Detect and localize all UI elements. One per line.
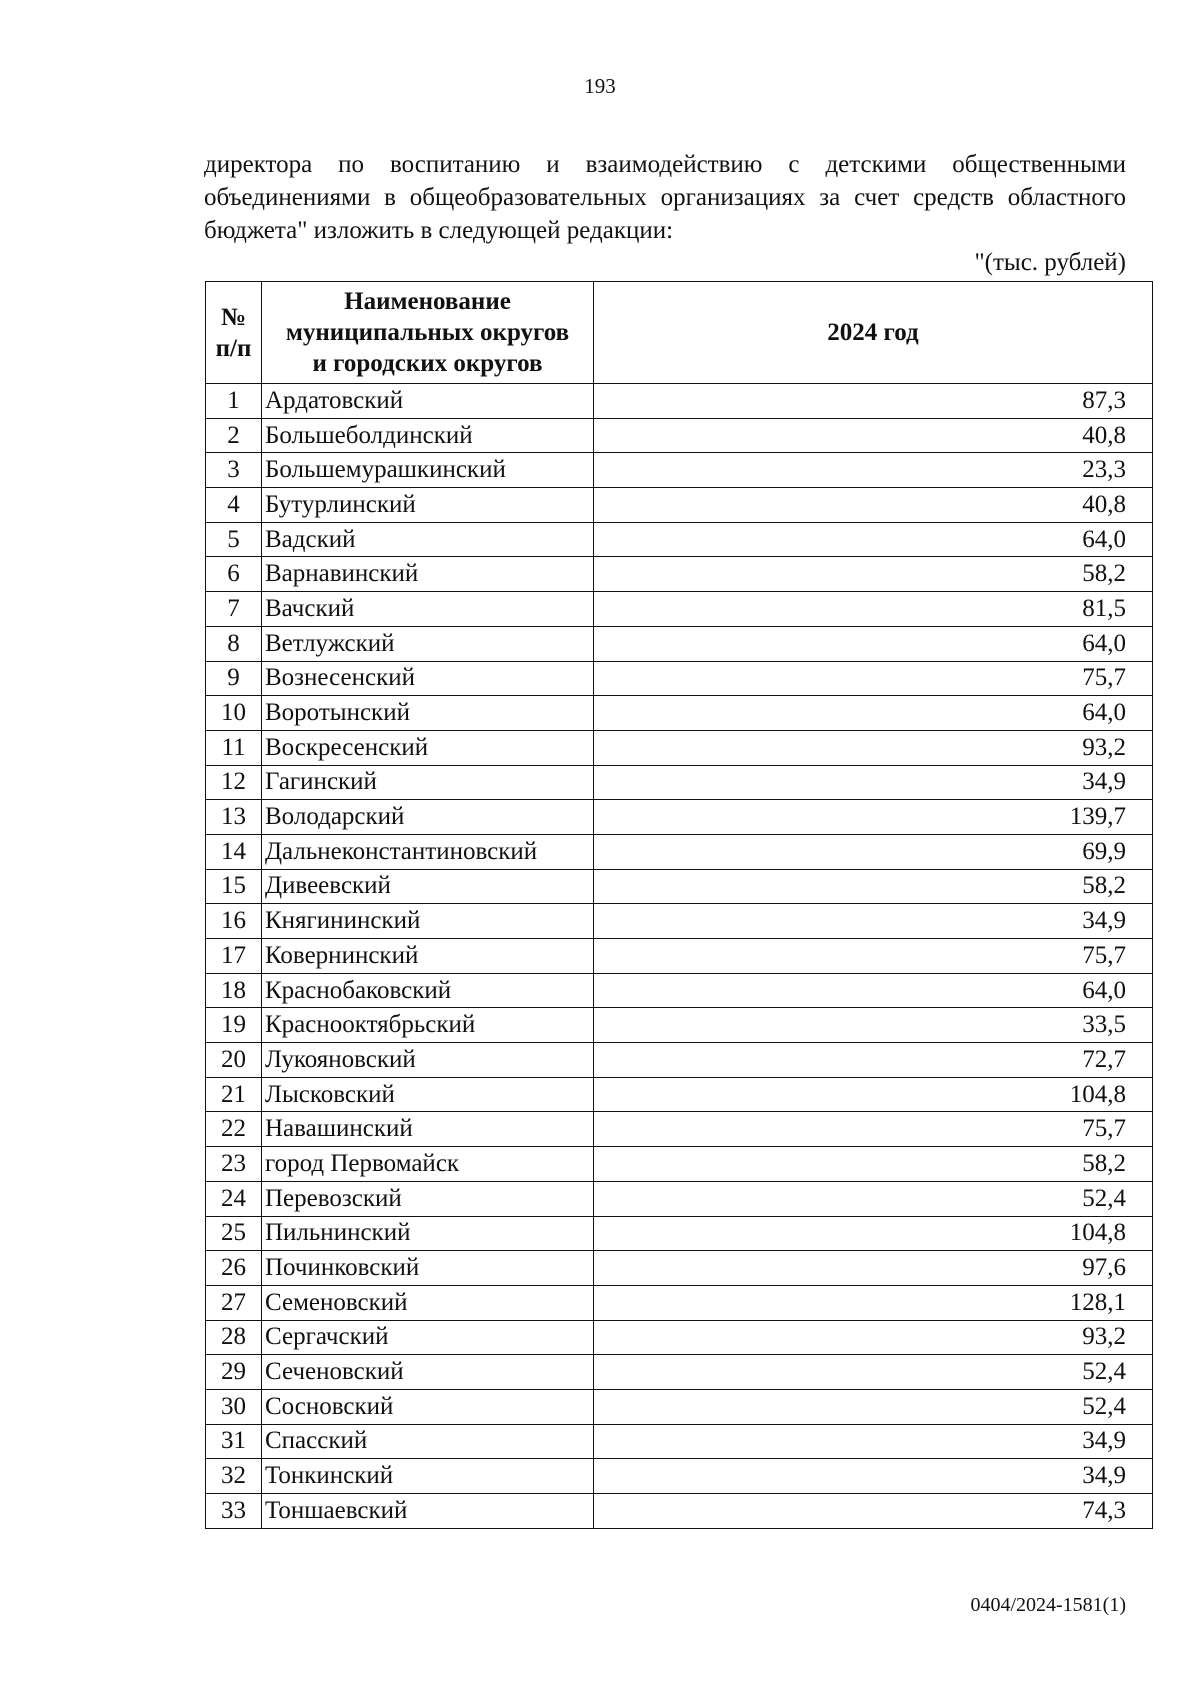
row-name: Вознесенский (262, 661, 594, 696)
row-value: 34,9 (594, 904, 1153, 939)
table-row (206, 973, 1153, 1008)
row-name: Вачский (262, 592, 594, 627)
row-value: 139,7 (594, 800, 1153, 835)
row-value: 72,7 (594, 1043, 1153, 1078)
document-code: 0404/2024-1581(1) (970, 1594, 1126, 1616)
row-name: Спасский (262, 1424, 594, 1459)
row-value: 75,7 (594, 661, 1153, 696)
table-row (206, 418, 1153, 453)
row-number: 7 (206, 592, 262, 627)
row-name: Тонкинский (262, 1459, 594, 1494)
table-row (206, 869, 1153, 904)
table-row (206, 1389, 1153, 1424)
table-row (206, 1494, 1153, 1529)
row-value: 23,3 (594, 453, 1153, 488)
row-value: 58,2 (594, 557, 1153, 592)
row-number: 22 (206, 1112, 262, 1147)
row-name: Большеболдинский (262, 418, 594, 453)
row-value: 64,0 (594, 522, 1153, 557)
row-name: Княгининский (262, 904, 594, 939)
table-header-row (206, 282, 1153, 384)
row-name: Лукояновский (262, 1043, 594, 1078)
table-row (206, 1285, 1153, 1320)
row-name: Сосновский (262, 1389, 594, 1424)
row-number: 26 (206, 1251, 262, 1286)
table-row (206, 488, 1153, 523)
table-row (206, 522, 1153, 557)
row-value: 64,0 (594, 973, 1153, 1008)
row-number: 23 (206, 1147, 262, 1182)
row-value: 74,3 (594, 1494, 1153, 1529)
row-value: 34,9 (594, 765, 1153, 800)
row-value: 93,2 (594, 1320, 1153, 1355)
row-name: Краснобаковский (262, 973, 594, 1008)
table-row (206, 1355, 1153, 1390)
row-value: 128,1 (594, 1285, 1153, 1320)
row-number: 4 (206, 488, 262, 523)
row-name: Гагинский (262, 765, 594, 800)
row-number: 29 (206, 1355, 262, 1390)
row-number: 10 (206, 696, 262, 731)
row-name: Дивеевский (262, 869, 594, 904)
row-number: 11 (206, 730, 262, 765)
row-number: 8 (206, 626, 262, 661)
row-number: 9 (206, 661, 262, 696)
table-row (206, 1181, 1153, 1216)
page-number: 193 (584, 74, 616, 98)
table-row (206, 557, 1153, 592)
table-row (206, 453, 1153, 488)
row-number: 31 (206, 1424, 262, 1459)
row-name: Семеновский (262, 1285, 594, 1320)
table-row (206, 1008, 1153, 1043)
row-value: 34,9 (594, 1424, 1153, 1459)
row-number: 13 (206, 800, 262, 835)
row-number: 5 (206, 522, 262, 557)
table-row (206, 834, 1153, 869)
header-number (206, 282, 262, 384)
row-number: 28 (206, 1320, 262, 1355)
row-number: 12 (206, 765, 262, 800)
row-value: 104,8 (594, 1216, 1153, 1251)
row-name: Володарский (262, 800, 594, 835)
table-row (206, 939, 1153, 974)
table-row (206, 1147, 1153, 1182)
row-number: 6 (206, 557, 262, 592)
row-name: Дальнеконстантиновский (262, 834, 594, 869)
row-number: 18 (206, 973, 262, 1008)
row-value: 58,2 (594, 1147, 1153, 1182)
header-year: 2024 год (594, 282, 1153, 384)
row-value: 58,2 (594, 869, 1153, 904)
row-value: 69,9 (594, 834, 1153, 869)
table-row (206, 1424, 1153, 1459)
table-row (206, 1112, 1153, 1147)
row-name: Лысковский (262, 1077, 594, 1112)
row-name: Сеченовский (262, 1355, 594, 1390)
table-row (206, 765, 1153, 800)
row-value: 40,8 (594, 418, 1153, 453)
row-number: 32 (206, 1459, 262, 1494)
row-number: 15 (206, 869, 262, 904)
row-number: 30 (206, 1389, 262, 1424)
table-row (206, 696, 1153, 731)
row-value: 64,0 (594, 696, 1153, 731)
row-name: Ковернинский (262, 939, 594, 974)
row-name: Варнавинский (262, 557, 594, 592)
row-name: Воротынский (262, 696, 594, 731)
row-name: Тоншаевский (262, 1494, 594, 1529)
row-number: 14 (206, 834, 262, 869)
row-value: 75,7 (594, 1112, 1153, 1147)
row-value: 52,4 (594, 1181, 1153, 1216)
table-body (206, 384, 1153, 1529)
table-row (206, 626, 1153, 661)
table-row (206, 661, 1153, 696)
table-row (206, 904, 1153, 939)
table-row (206, 1459, 1153, 1494)
row-number: 2 (206, 418, 262, 453)
row-number: 3 (206, 453, 262, 488)
allocation-table (205, 281, 1153, 1529)
row-name: Перевозский (262, 1181, 594, 1216)
row-name: Большемурашкинский (262, 453, 594, 488)
row-value: 87,3 (594, 384, 1153, 419)
units-label: "(тыс. рублей) (974, 249, 1126, 276)
row-name: Ветлужский (262, 626, 594, 661)
row-value: 64,0 (594, 626, 1153, 661)
row-number: 21 (206, 1077, 262, 1112)
row-number: 17 (206, 939, 262, 974)
row-name: Навашинский (262, 1112, 594, 1147)
header-name-line2: муниципальных округов (285, 319, 570, 346)
table-row (206, 730, 1153, 765)
row-number: 24 (206, 1181, 262, 1216)
row-value: 40,8 (594, 488, 1153, 523)
row-name: Пильнинский (262, 1216, 594, 1251)
row-number: 1 (206, 384, 262, 419)
row-value: 97,6 (594, 1251, 1153, 1286)
table-row (206, 592, 1153, 627)
header-name-line3: и городских округов (312, 350, 543, 377)
row-number: 20 (206, 1043, 262, 1078)
row-value: 52,4 (594, 1355, 1153, 1390)
table-row (206, 1043, 1153, 1078)
row-value: 52,4 (594, 1389, 1153, 1424)
row-value: 104,8 (594, 1077, 1153, 1112)
row-value: 34,9 (594, 1459, 1153, 1494)
table-row (206, 1320, 1153, 1355)
header-name-line1: Наименование (344, 288, 511, 315)
header-number-line1: № (220, 303, 247, 331)
table-row (206, 384, 1153, 419)
row-value: 33,5 (594, 1008, 1153, 1043)
table-row (206, 1077, 1153, 1112)
row-name: Ардатовский (262, 384, 594, 419)
table-row (206, 800, 1153, 835)
row-number: 19 (206, 1008, 262, 1043)
row-name: Воскресенский (262, 730, 594, 765)
row-value: 93,2 (594, 730, 1153, 765)
row-name: Вадский (262, 522, 594, 557)
row-number: 33 (206, 1494, 262, 1529)
row-name: Сергачский (262, 1320, 594, 1355)
intro-paragraph: директора по воспитанию и взаимодействию с детскими общественными объединениями в общеобразовательных организациях за счет средств областного бюджета" изложить в следующей редакции: (204, 151, 1126, 244)
row-value: 81,5 (594, 592, 1153, 627)
header-name (262, 282, 594, 384)
row-name: Бутурлинский (262, 488, 594, 523)
header-number-line2: п/п (215, 334, 252, 362)
row-number: 16 (206, 904, 262, 939)
row-number: 27 (206, 1285, 262, 1320)
row-name: город Первомайск (262, 1147, 594, 1182)
table-row (206, 1216, 1153, 1251)
table-row (206, 1251, 1153, 1286)
row-name: Краснооктябрьский (262, 1008, 594, 1043)
row-name: Починковский (262, 1251, 594, 1286)
row-value: 75,7 (594, 939, 1153, 974)
row-number: 25 (206, 1216, 262, 1251)
